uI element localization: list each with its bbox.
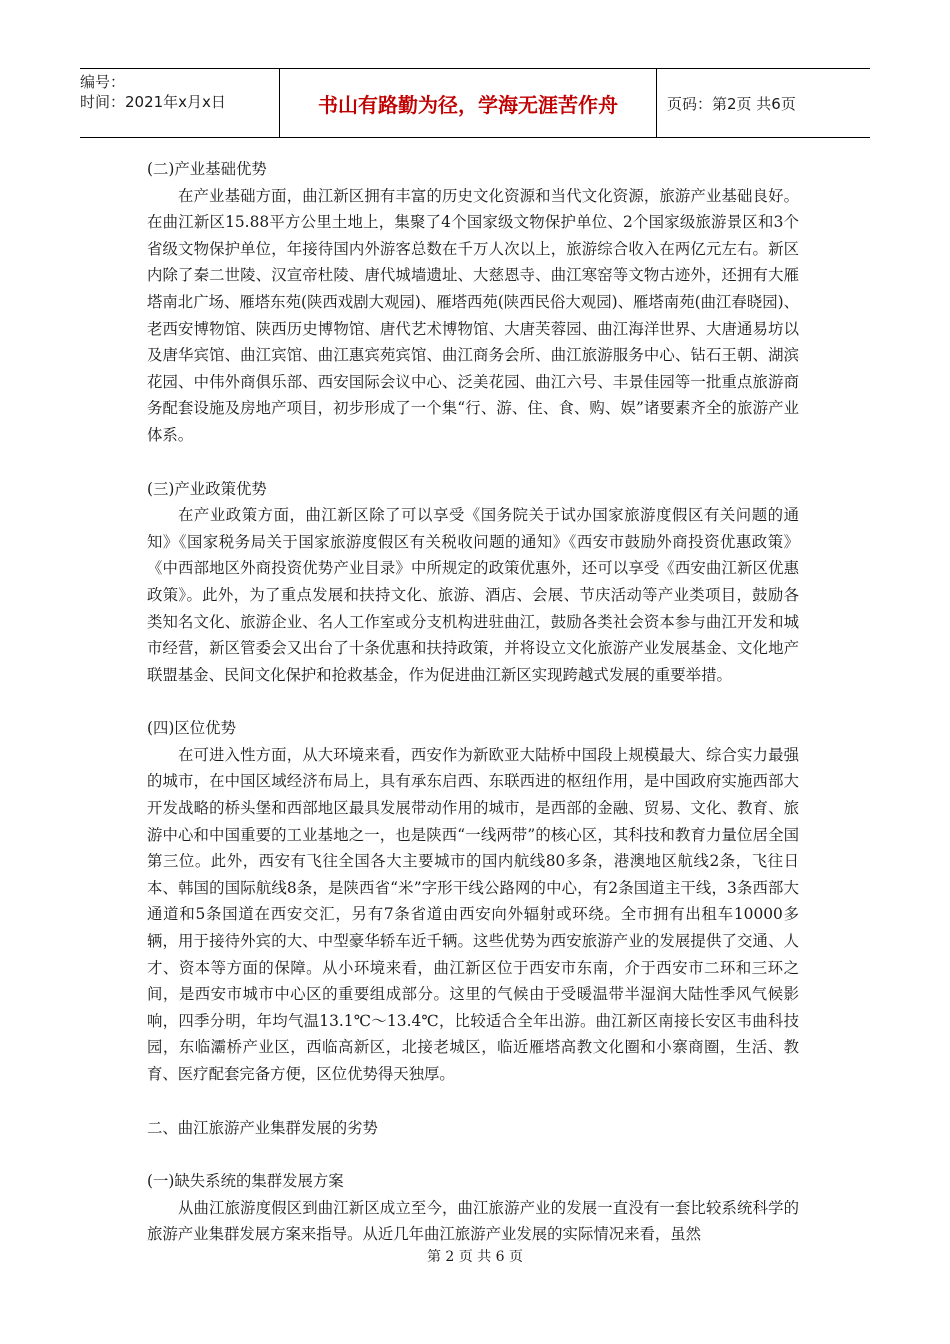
section-paragraph: 在可进入性方面，从大环境来看，西安作为新欧亚大陆桥中国段上规模最大、综合实力最强的城市，在中国区域经济布局上，具有承东启西、东联西进的枢纽作用，是中国政府实施西部大开发战略的桥头堡和西部地区最具发展带动作用的城市，是西部的金融、贸易、文化、教育、旅游中心和中国重要的工业基地之一，也是陕西“一线两带”的核心区，其科技和教育力量位居全国第三位。此外，西安有飞往全国各大主要城市的国内航线80多条，港澳地区航线2条，飞往日本、韩国的国际航线8条，是陕西省“米”字形干线公路网的中心，有2条国道主干线，3条西部大通道和5条国道在西安交汇，另有7条省道由西安向外辐射或环绕。全市拥有出租车10000多辆，用于接待外宾的大、中型豪华轿车近千辆。这些优势为西安旅游产业的发展提供了交通、人才、资本等方面的保障。从小环境来看，曲江新区位于西安市东南，介于西安市二环和三环之间，是西安市城市中心区的重要组成部分。这里的气候由于受暖温带半湿润大陆性季风气候影响，四季分明，年均气温13.1℃～13.4℃，比较适合全年出游。曲江新区南接长安区韦曲科技园，东临灞桥产业区，西临高新区，北接老城区，临近雁塔高教文化圈和小寨商圈，生活、教育、医疗配套完备方便，区位优势得天独厚。 [147,745,799,1083]
section-heading: (三)产业政策优势 [147,479,267,498]
document-number: 编号： [80,73,126,91]
section-paragraph: 从曲江旅游度假区到曲江新区成立至今，曲江旅游产业的发展一直没有一套比较系统科学的旅游产业集群发展方案来指导。从近几年曲江旅游产业发展的实际情况来看，虽然 [147,1198,799,1244]
section-paragraph: 在产业政策方面，曲江新区除了可以享受《国务院关于试办国家旅游度假区有关问题的通知》《国家税务局关于国家旅游度假区有关税收问题的通知》《西安市鼓励外商投资优惠政策》《中西部地区外商投资优势产业目录》中所规定的政策优惠外，还可以享受《西安曲江新区优惠政策》。此外，为了重点发展和扶持文化、旅游、酒店、会展、节庆活动等产业类项目，鼓励各类知名文化、旅游企业、名人工作室或分支机构进驻曲江，鼓励各类社会资本参与曲江开发和城市经营，新区管委会又出台了十条优惠和扶持政策，并将设立文化旅游产业发展基金、文化地产联盟基金、民间文化保护和抢救基金，作为促进曲江新区实现跨越式发展的重要举措。 [147,506,799,684]
chapter-heading: 二、曲江旅游产业集群发展的劣势 [147,1118,378,1137]
page-footer: 第 2 页 共 6 页 [426,1249,524,1265]
section-heading: (二)产业基础优势 [147,160,267,178]
section-heading: (四)区位优势 [147,719,236,738]
header-meta [80,69,280,137]
header-page-number: 页码：第2页 共6页 [667,94,796,113]
section-paragraph: 在产业基础方面，曲江新区拥有丰富的历史文化资源和当代文化资源，旅游产业基础良好。在曲江新区15.88平方公里土地上，集聚了4个国家级文物保护单位、2个国家级旅游景区和3个省级文物保护单位，年接待国内外游客总数在千万人次以上，旅游综合收入在两亿元左右。新区内除了秦二世陵、汉宣帝杜陵、唐代城墙遗址、大慈恩寺、曲江寒窑等文物古迹外，还拥有大雁塔南北广场、雁塔东苑(陕西戏剧大观园)、雁塔西苑(陕西民俗大观园)、雁塔南苑(曲江春晓园)、老西安博物馆、陕西历史博物馆、唐代艺术博物馆、大唐芙蓉园、曲江海洋世界、大唐通易坊以及唐华宾馆、曲江宾馆、曲江惠宾苑宾馆、曲江商务会所、曲江旅游服务中心、钻石王朝、湖滨花园、中伟外商俱乐部、西安国际会议中心、泛美花园、曲江六号、丰景佳园等一批重点旅游商务配套设施及房地产项目，初步形成了一个集“行、游、住、食、购、娱”诸要素齐全的旅游产业体系。 [147,186,799,444]
document-body [147,156,799,1248]
page-header [80,68,870,138]
section-heading: (一)缺失系统的集群发展方案 [147,1172,344,1191]
document-time: 时间：2021年x月x日 [80,93,226,111]
header-motto: 书山有路勤为径，学海无涯苦作舟 [280,69,657,137]
